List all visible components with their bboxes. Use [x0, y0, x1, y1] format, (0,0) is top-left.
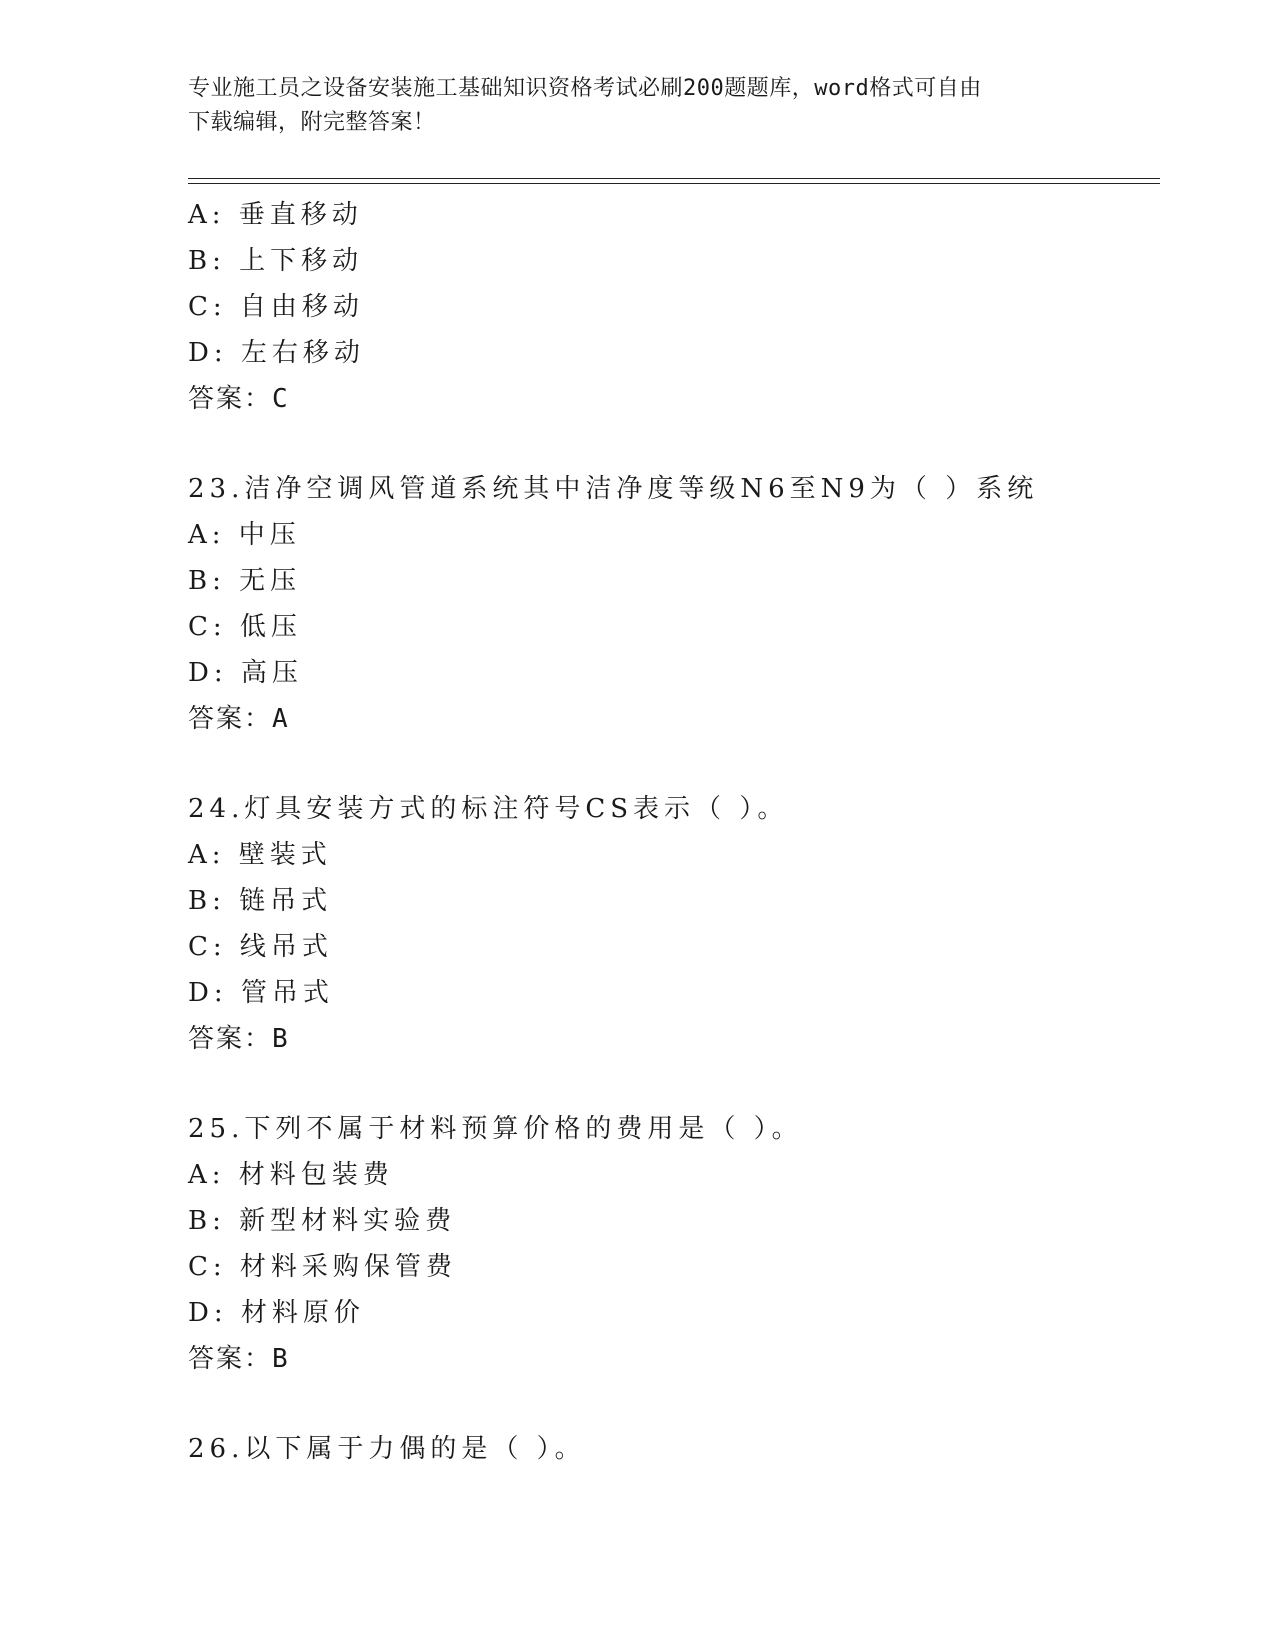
- spacer: [188, 422, 1158, 466]
- document-header: [188, 72, 1088, 140]
- answer-label: 答案：: [188, 1024, 273, 1054]
- answer-value: C: [272, 384, 290, 414]
- answer-line: [188, 696, 1158, 742]
- answer-line: [188, 1016, 1158, 1062]
- question-list: [188, 192, 1158, 1472]
- option-a: A: 中压: [188, 520, 301, 550]
- option-b: B: 链吊式: [188, 886, 333, 916]
- answer-line: [188, 376, 1158, 422]
- option-b: B: 无压: [188, 566, 302, 596]
- answer-line: [188, 1336, 1158, 1382]
- answer-value: B: [272, 1024, 290, 1054]
- question-text: 26.以下属于力偶的是（ ）。: [188, 1434, 586, 1464]
- question-block-23: [188, 466, 1158, 742]
- answer-value: B: [272, 1344, 290, 1374]
- answer-label: 答案：: [188, 1344, 273, 1374]
- question-block-24: [188, 786, 1158, 1062]
- spacer: [188, 1382, 1158, 1426]
- question-block-22: [188, 192, 1158, 422]
- header-line-1: 专业施工员之设备安装施工基础知识资格考试必刷200题题库，word格式可自由: [188, 76, 982, 101]
- question-block-26: [188, 1426, 1158, 1472]
- question-block-25: [188, 1106, 1158, 1382]
- option-c: C: 低压: [188, 612, 302, 642]
- option-b: B: 新型材料实验费: [188, 1206, 457, 1236]
- answer-label: 答案：: [188, 704, 273, 734]
- header-rule-top: [188, 178, 1160, 179]
- question-text: 23.洁净空调风管道系统其中洁净度等级N6至N9为（ ）系统: [188, 474, 1039, 504]
- option-d: D: 高压: [188, 658, 303, 688]
- option-d: D: 材料原价: [188, 1298, 365, 1328]
- option-a: A: 垂直移动: [188, 200, 363, 230]
- question-text: 25.下列不属于材料预算价格的费用是（ ）。: [188, 1114, 803, 1144]
- option-c: C: 自由移动: [188, 292, 364, 322]
- option-a: A: 壁装式: [188, 840, 332, 870]
- spacer: [188, 742, 1158, 786]
- option-b: B: 上下移动: [188, 246, 364, 276]
- option-c: C: 线吊式: [188, 932, 333, 962]
- option-a: A: 材料包装费: [188, 1160, 394, 1190]
- header-rule-bottom: [188, 183, 1160, 184]
- option-d: D: 左右移动: [188, 338, 365, 368]
- spacer: [188, 1062, 1158, 1106]
- answer-value: A: [272, 704, 290, 734]
- option-c: C: 材料采购保管费: [188, 1252, 457, 1282]
- header-line-2: 下载编辑，附完整答案！: [188, 110, 436, 135]
- question-text: 24.灯具安装方式的标注符号CS表示（ ）。: [188, 794, 789, 824]
- answer-label: 答案：: [188, 384, 273, 414]
- option-d: D: 管吊式: [188, 978, 334, 1008]
